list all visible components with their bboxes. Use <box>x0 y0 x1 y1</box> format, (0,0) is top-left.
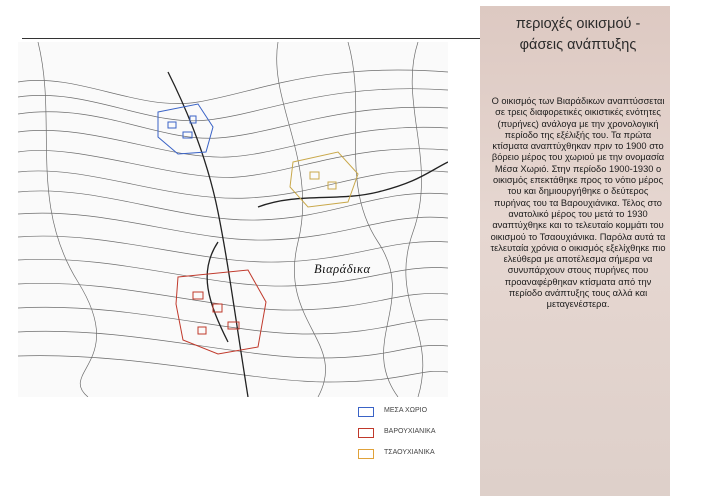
legend-label: ΤΣΑΟΥΧΙΑΝΙΚΑ <box>384 449 435 456</box>
legend-swatch-red <box>358 428 374 438</box>
title-line-2: φάσεις ανάπτυξης <box>519 37 637 53</box>
legend-label: ΒΑΡΟΥΧΙΑΝΙΚΑ <box>384 428 436 435</box>
description-text: Ο οικισμός των Βιαράδικων αναπτύσσεται σε τρεις διαφορετικές οικιστικές ενότητες (πυρήνες) ανάλογα με την χρονολογική περίοδο της εξέλιξής του. Τα πρώτα κτίσματα αναπτύχθηκαν πριν το 1900 στο βόρειο μέρος του χωριού με την ονομασία Μέσα Χωριό. Στην περίοδο 1900-1930 ο οικισμός επεκτάθηκε προς το νότιο μέρος του και δημιουργήθηκε ο δεύτερος πυρήνας του τα Βαρουχιάνικα. Τέλος στο ανατολικό μέρος του μετά το 1930 αναπτύχθηκε και το τελευταίο κομμάτι του οικισμού το Τσαουχιάνικα. Παρόλα αυτά τα τελευταία χρόνια ο οικισμός εξελίχθηκε πιο ελεύθερα με αποτέλεσμα σήμερα να συνυπάρχουν στους πυρήνες που προαναφέρθηκαν κτίσματα από την περίοδο ανάπτυξης τους αλλά και μεταγενέστερα. <box>490 96 666 310</box>
settlement-map <box>18 42 448 397</box>
page-title <box>488 14 668 56</box>
topographic-map-drawing <box>18 42 448 397</box>
legend-swatch-blue <box>358 407 374 417</box>
title-line-1: περιοχές οικισμού - <box>515 16 641 32</box>
title-rule <box>22 38 502 39</box>
village-name-label: Βιαράδικα <box>314 262 371 276</box>
legend-label: ΜΕΣΑ ΧΩΡΙΟ <box>384 407 428 414</box>
legend-swatch-orange <box>358 449 374 459</box>
